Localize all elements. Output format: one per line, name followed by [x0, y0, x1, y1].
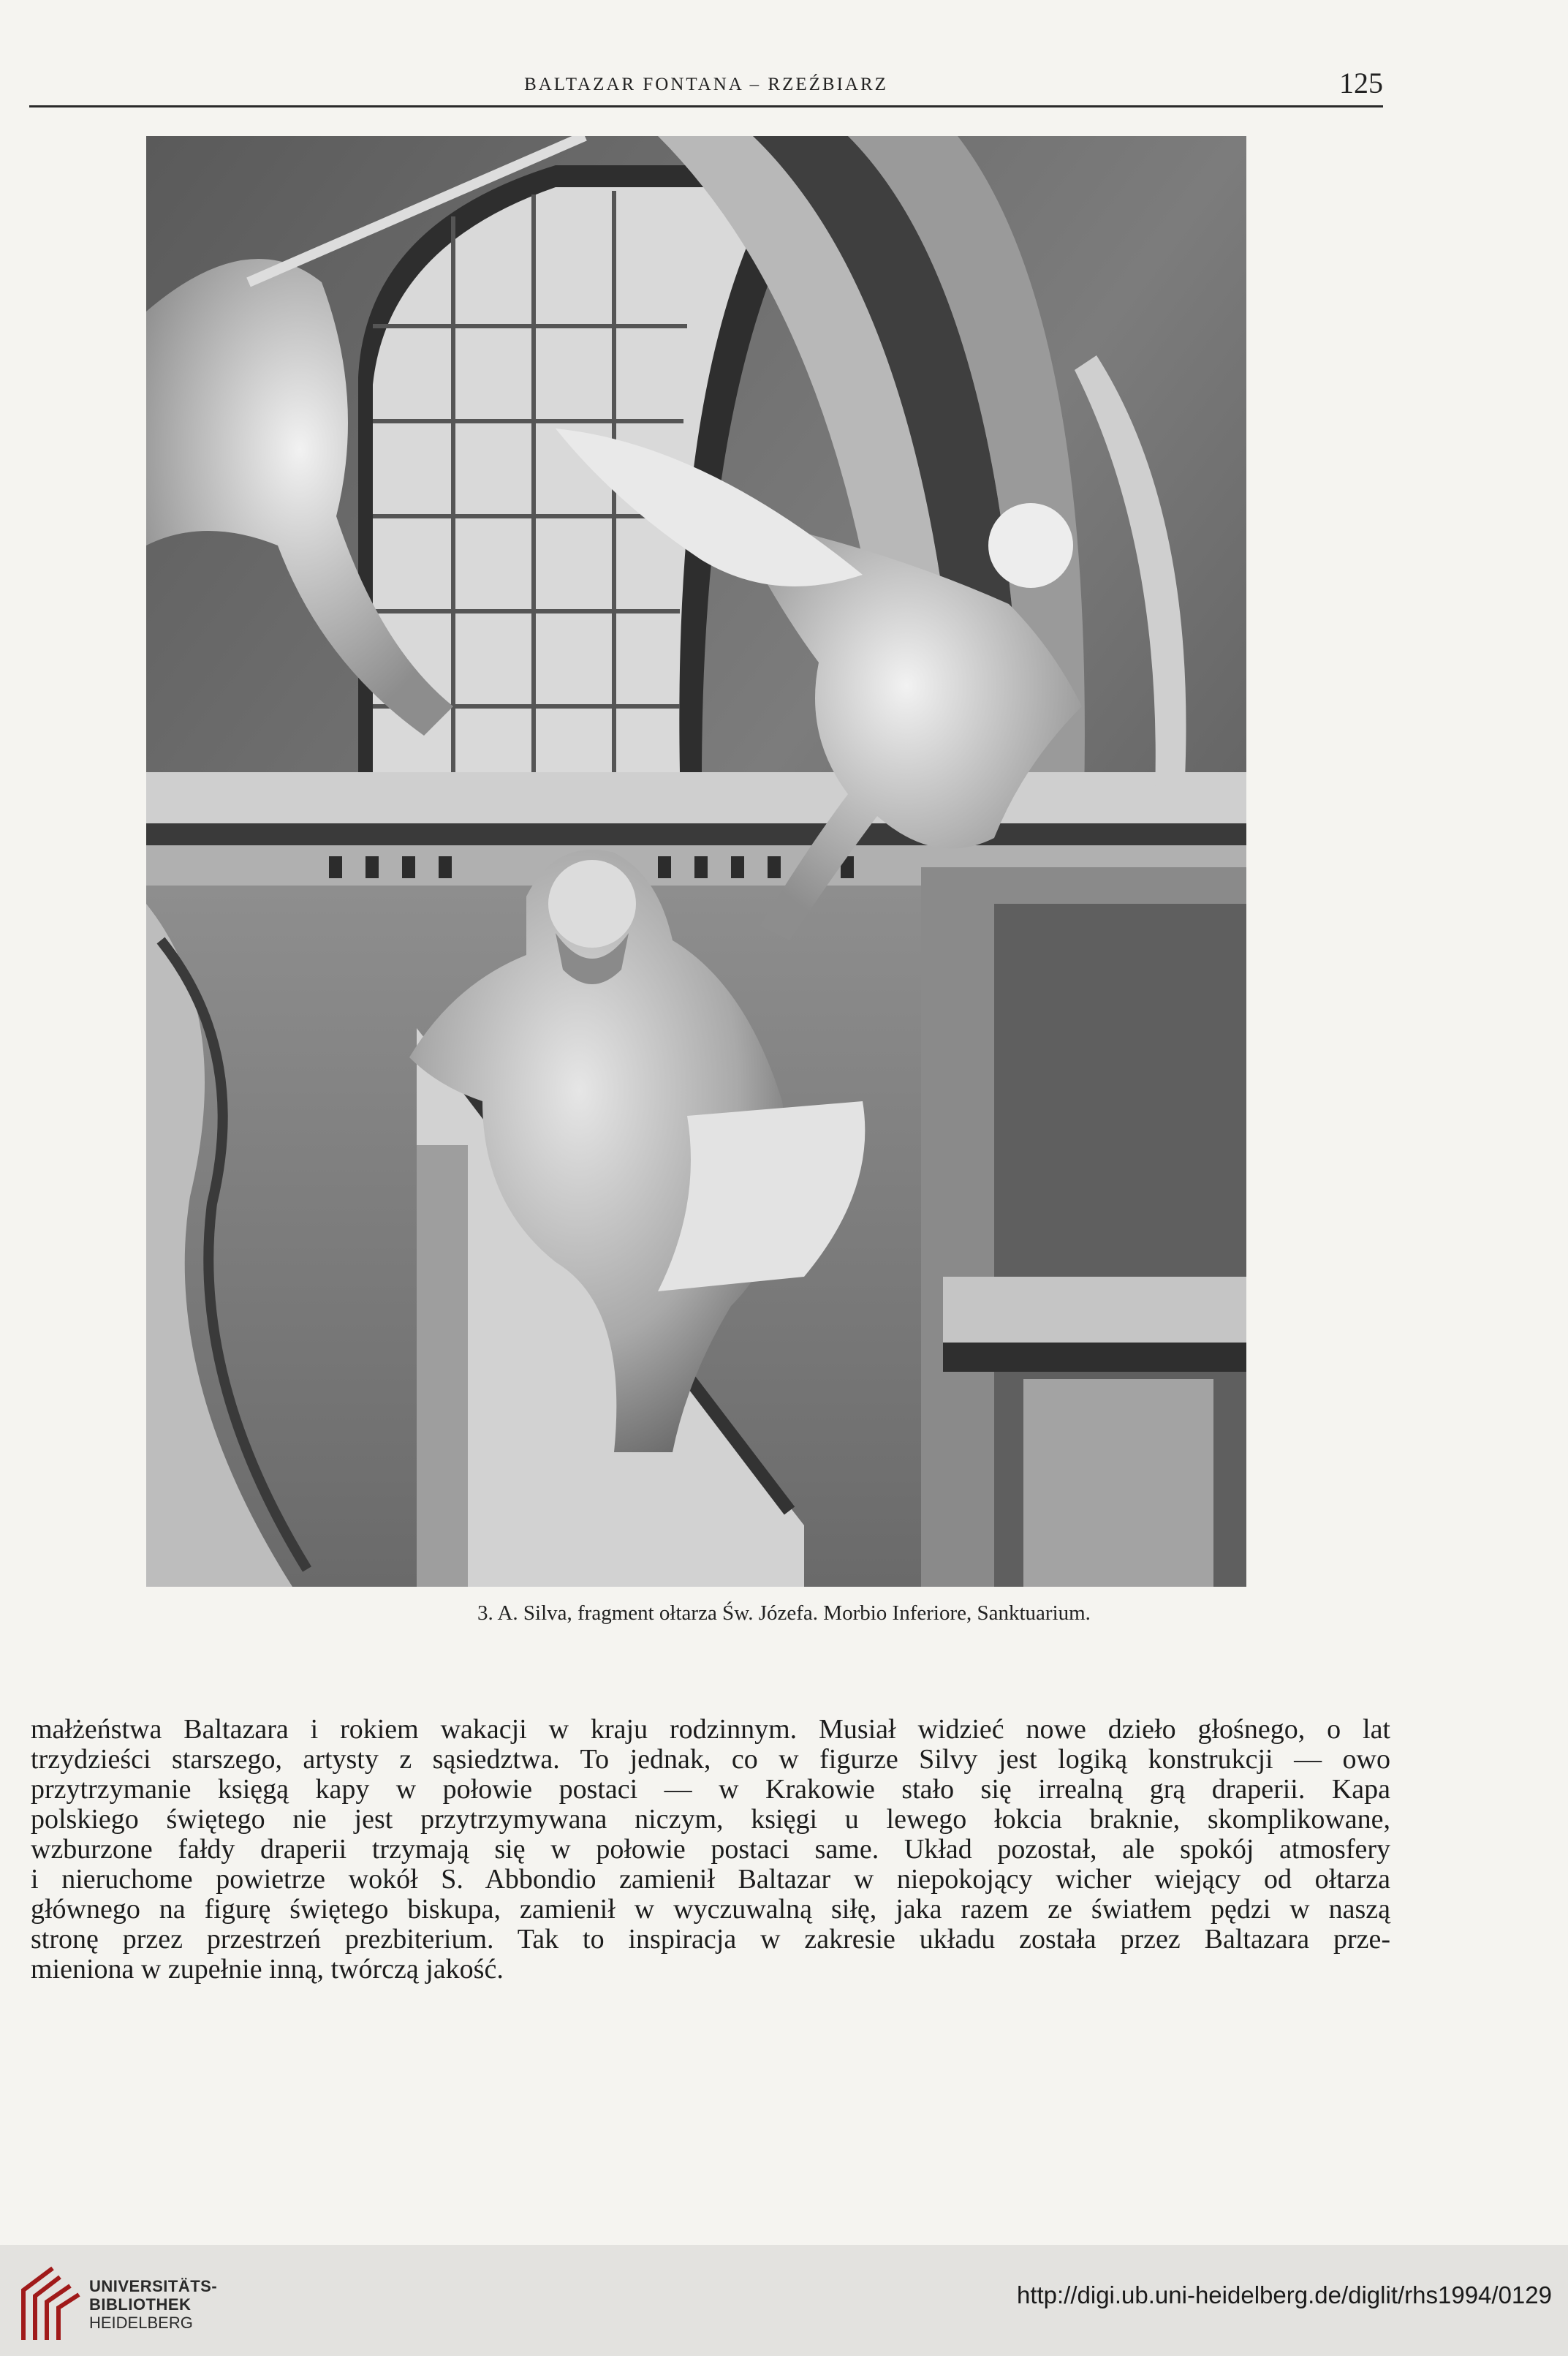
text-line: głównego na figurę świętego biskupa, zamienił w wyczuwalną siłę, jaka razem ze światłem pędzi w naszą: [31, 1894, 1390, 1925]
running-title: BALTAZAR FONTANA – RZEŹBIARZ: [524, 75, 888, 94]
running-header: [29, 67, 1383, 107]
library-line-1: UNIVERSITÄTS-: [89, 2277, 218, 2295]
text-line: trzydzieści starszego, artysty z sąsiedztwa. To jednak, co w figurze Silvy jest logiką konstrukcji — owo: [31, 1744, 1390, 1775]
photo-illustration: [146, 136, 1246, 1587]
altar-photograph: [146, 136, 1246, 1587]
text-line: i nieruchome powietrze wokół S. Abbondio zamienił Baltazar w niepokojący wicher wiejący od ołtarza: [31, 1864, 1390, 1895]
library-footer: [0, 2245, 1568, 2356]
library-line-2: BIBLIOTHEK: [89, 2295, 192, 2314]
page-number: 125: [1339, 67, 1383, 99]
text-line: wzburzone fałdy draperii trzymają się w połowie postaci same. Układ pozostał, ale spokój atmosfery: [31, 1834, 1390, 1865]
figure-caption: 3. A. Silva, fragment ołtarza Św. Józefa. Morbio Inferiore, Sanktuarium.: [477, 1601, 1091, 1625]
source-url-link[interactable]: http://digi.ub.uni-heidelberg.de/diglit/rhs1994/0129: [1016, 2281, 1552, 2308]
text-line: małżeństwa Baltazara i rokiem wakacji w kraju rodzinnym. Musiał widzieć nowe dzieło głośnego, o lat: [31, 1714, 1390, 1745]
body-paragraph: [31, 1715, 1390, 1985]
library-logo-icon: [16, 2261, 83, 2347]
text-line: polskiego świętego nie jest przytrzymywana niczym, księgi u lewego łokcia braknie, skomplikowane,: [31, 1804, 1390, 1835]
text-line: mieniona w zupełnie inną, twórczą jakość.: [31, 1954, 504, 1985]
text-line: przytrzymanie księgą kapy w połowie postaci — w Krakowie stało się irrealną grą draperii. Kapa: [31, 1774, 1390, 1805]
text-line: stronę przez przestrzeń prezbiterium. Tak to inspiracja w zakresie układu została przez Baltazara prze-: [31, 1924, 1390, 1955]
library-line-3: HEIDELBERG: [89, 2314, 193, 2332]
library-name: [89, 2277, 217, 2332]
